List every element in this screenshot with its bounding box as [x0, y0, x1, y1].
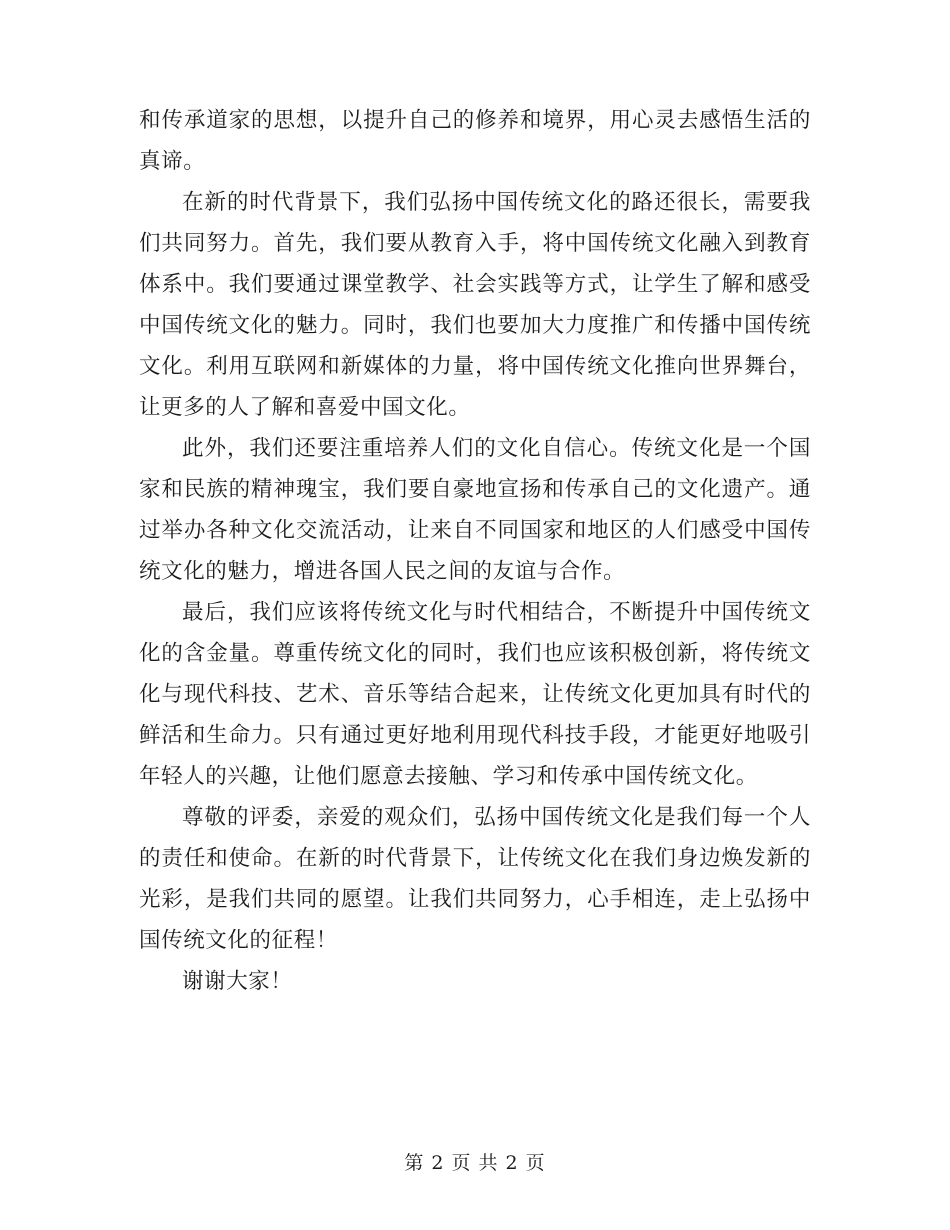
paragraph-innovation: 最后，我们应该将传统文化与时代相结合，不断提升中国传统文化的含金量。尊重传统文化的同时，我们也应该积极创新，将传统文化与现代科技、艺术、音乐等结合起来，让传统文化更加具有时代的鲜活和生命力。只有通过更好地利用现代科技手段，才能更好地吸引年轻人的兴趣，让他们愿意去接触、学习和传承中国传统文化。: [139, 600, 811, 789]
paragraph-thanks: 谢谢大家！: [182, 969, 293, 994]
paragraph-cultural-confidence: 此外，我们还要注重培养人们的文化自信心。传统文化是一个国家和民族的精神瑰宝，我们要自豪地宣扬和传承自己的文化遗产。通过举办各种文化交流活动，让来自不同国家和地区的人们感受中国传统文化的魅力，增进各国人民之间的友谊与合作。: [139, 436, 811, 584]
paragraph-closing: 尊敬的评委，亲爱的观众们，弘扬中国传统文化是我们每一个人的责任和使命。在新的时代背景下，让传统文化在我们身边焕发新的光彩，是我们共同的愿望。让我们共同努力，心手相连，走上弘扬中国传统文化的征程！: [139, 805, 811, 953]
paragraph-education: 在新的时代背景下，我们弘扬中国传统文化的路还很长，需要我们共同努力。首先，我们要从教育入手，将中国传统文化融入到教育体系中。我们要通过课堂教学、社会实践等方式，让学生了解和感受中国传统文化的魅力。同时，我们也要加大力度推广和传播中国传统文化。利用互联网和新媒体的力量，将中国传统文化推向世界舞台，让更多的人了解和喜爱中国文化。: [139, 190, 811, 420]
paragraph-continuation: 和传承道家的思想，以提升自己的修养和境界，用心灵去感悟生活的真谛。: [139, 108, 811, 174]
page-footer: 第 2 页 共 2 页: [404, 1152, 546, 1174]
document-body: [139, 100, 811, 1002]
